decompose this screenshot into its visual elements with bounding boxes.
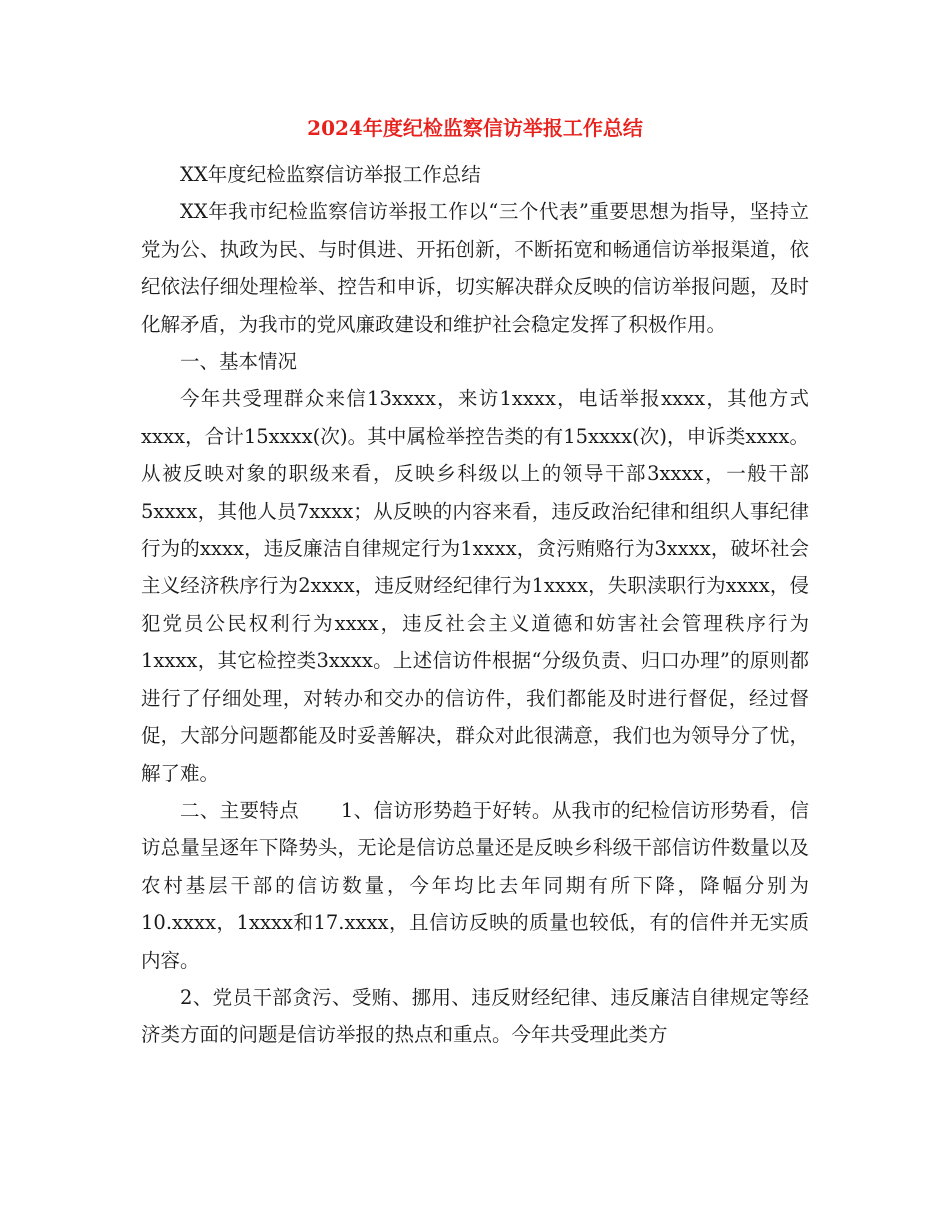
section-heading-basic-situation: 一、基本情况 <box>180 350 298 374</box>
section-heading-main-features: 二、主要特点 <box>180 798 299 822</box>
intro-paragraph: XX年我市纪检监察信访举报工作以“三个代表”重要思想为指导，坚持立党为公、执政为民、与时俱进、开拓创新，不断拓宽和畅通信访举报渠道，依纪依法仔细处理检举、控告和申诉，切实解决群众反映的信访举报问题，及时化解矛盾，为我市的党风廉政建设和维护社会稳定发挥了积极作用。 <box>141 200 809 336</box>
document-body <box>141 156 809 1054</box>
feature-2-paragraph: 2、党员干部贪污、受贿、挪用、违反财经纪律、违反廉洁自律规定等经济类方面的问题是信访举报的热点和重点。今年共受理此类方 <box>141 985 809 1047</box>
document-title: 2024年度纪检监察信访举报工作总结 <box>307 116 643 140</box>
main-features-paragraph <box>141 792 809 979</box>
feature-1-text: 1、信访形势趋于好转。从我市的纪检信访形势看，信访总量呈逐年下降势头，无论是信访总量还是反映乡科级干部信访件数量以及农村基层干部的信访数量，今年均比去年同期有所下降，降幅分别为10.xxxx，1xxxx和17.xxxx，且信访反映的质量也较低，有的信件并无实质内容。 <box>141 798 809 972</box>
basic-situation-paragraph: 今年共受理群众来信13xxxx，来访1xxxx，电话举报xxxx，其他方式xxxx，合计15xxxx(次)。其中属检举控告类的有15xxxx(次)，申诉类xxxx。从被反映对象的职级来看，反映乡科级以上的领导干部3xxxx，一般干部5xxxx，其他人员7xxxx；从反映的内容来看，违反政治纪律和组织人事纪律行为的xxxx，违反廉洁自律规定行为1xxxx，贪污贿赂行为3xxxx，破坏社会主义经济秩序行为2xxxx，违反财经纪律行为1xxxx，失职渎职行为xxxx，侵犯党员公民权利行为xxxx，违反社会主义道德和妨害社会管理秩序行为1xxxx，其它检控类3xxxx。上述信访件根据“分级负责、归口办理”的原则都进行了仔细处理，对转办和交办的信访件，我们都能及时进行督促，经过督促，大部分问题都能及时妥善解决，群众对此很满意，我们也为领导分了忧，解了难。 <box>141 387 809 785</box>
subtitle-paragraph: XX年度纪检监察信访举报工作总结 <box>180 163 481 186</box>
